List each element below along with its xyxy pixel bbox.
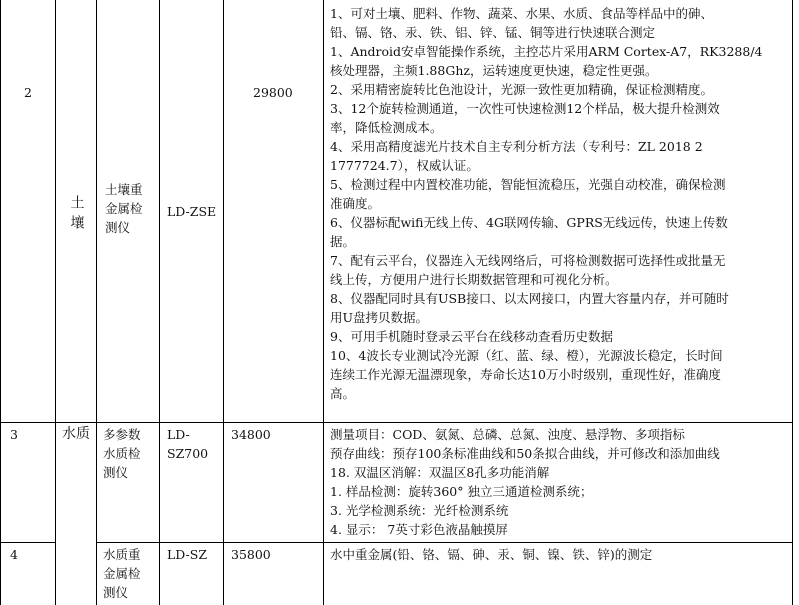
row-2-product-line-3: 测仪 <box>105 220 131 235</box>
row-3-product-name <box>103 425 157 482</box>
feature-line: 铅、镉、铬、汞、铁、铝、锌、锰、铜等进行快速联合测定 <box>330 25 656 40</box>
feature-line: 准确度。 <box>330 196 381 211</box>
feature-line: 核处理器，主频1.88Ghz，运转速度更快速，稳定性更强。 <box>330 63 658 78</box>
feature-line: 4. 显示： 7英寸彩色液晶触摸屏 <box>330 522 508 537</box>
row-2-index: 2 <box>24 85 32 100</box>
row-3-category: 水质 <box>62 426 90 442</box>
row-4-price: 35800 <box>231 547 271 562</box>
row-2-product-line-2: 金属检 <box>105 201 143 216</box>
feature-line: 线上传，方便用户进行长期数据管理和可视化分析。 <box>330 272 618 287</box>
feature-line: 率，降低检测成本。 <box>330 120 443 135</box>
row-2-product-line-1: 土壤重 <box>105 182 143 197</box>
feature-line: 3、12个旋转检测通道，一次性可快速检测12个样品，极大提升检测效 <box>330 101 720 116</box>
feature-line: 18. 双温区消解：双温区8孔多功能消解 <box>330 465 550 480</box>
feature-line: 高。 <box>330 386 356 401</box>
feature-line: 用U盘拷贝数据。 <box>330 310 429 325</box>
row-4-index: 4 <box>10 547 18 562</box>
feature-line: 6、仪器标配wifi无线上传、4G联网传输、GPRS无线远传，快速上传数 <box>330 215 728 230</box>
feature-line: 3. 光学检测系统：光纤检测系统 <box>330 503 509 518</box>
feature-line: 10、4波长专业测试冷光源（红、蓝、绿、橙），光源波长稳定，长时间 <box>330 348 723 363</box>
feature-line: 1. 样品检测：旋转360° 独立三通道检测系统； <box>330 484 593 499</box>
feature-line: 测量项目：COD、氨氮、总磷、总氮、浊度、悬浮物、多项指标 <box>330 427 685 442</box>
feature-line: 9、可用手机随时登录云平台在线移动查看历史数据 <box>330 329 613 344</box>
row-2-price: 29800 <box>253 85 293 100</box>
row-4-product-line-3: 测仪 <box>103 585 129 600</box>
feature-line: 5、检测过程中内置校准功能，智能恒流稳压，光强自动校准，确保检测 <box>330 177 726 192</box>
feature-line: 2、采用精密旋转比色池设计，光源一致性更加精确，保证检测精度。 <box>330 82 713 97</box>
feature-line: 7、配有云平台，仪器连入无线网络后，可将检测数据可选择性或批量无 <box>330 253 726 268</box>
row-2-product-name <box>105 180 157 237</box>
feature-line: 预存曲线：预存100条标准曲线和50条拟合曲线，并可修改和添加曲线 <box>330 446 720 461</box>
feature-line: 连续工作光源无温漂现象，寿命长达10万小时级别，重现性好，准确度 <box>330 367 721 382</box>
feature-line: 1、可对土壤、肥料、作物、蔬菜、水果、水质、食品等样品中的砷、 <box>330 6 713 21</box>
row-3-product-line-1: 多参数 <box>103 427 141 442</box>
feature-line: 4、采用高精度滤光片技术自主专利分析方法（专利号：ZL 2018 2 <box>330 139 703 154</box>
row-3-product-line-2: 水质检 <box>103 446 141 461</box>
feature-line: 水中重金属(铅、铬、镉、砷、汞、铜、镍、铁、锌)的测定 <box>330 547 653 562</box>
row-3-index: 3 <box>10 427 18 442</box>
row-3-features <box>330 425 790 539</box>
row-3-model <box>167 425 208 463</box>
row-4-features <box>330 545 790 564</box>
row-3-model-line-1: LD- <box>167 427 190 442</box>
feature-line: 据。 <box>330 234 356 249</box>
row-4-product-name <box>103 545 157 602</box>
row-3-price: 34800 <box>231 427 271 442</box>
row-4-product-line-1: 水质重 <box>103 547 141 562</box>
row-4-model: LD-SZ <box>167 547 208 562</box>
row-3-product-line-3: 测仪 <box>103 465 129 480</box>
row-2-category: 土壤 <box>68 195 85 235</box>
row-2-model: LD-ZSE <box>167 204 217 219</box>
feature-line: 1、Android安卓智能操作系统，主控芯片采用ARM Cortex-A7，RK3288/4 <box>330 44 763 59</box>
feature-line: 1777724.7），权威认证。 <box>330 158 479 173</box>
row-4-product-line-2: 金属检 <box>103 566 141 581</box>
feature-line: 8、仪器配同时具有USB接口、以太网接口，内置大容量内存，并可随时 <box>330 291 729 306</box>
row-2-features <box>330 4 790 403</box>
row-3-model-line-2: SZ700 <box>167 446 209 461</box>
